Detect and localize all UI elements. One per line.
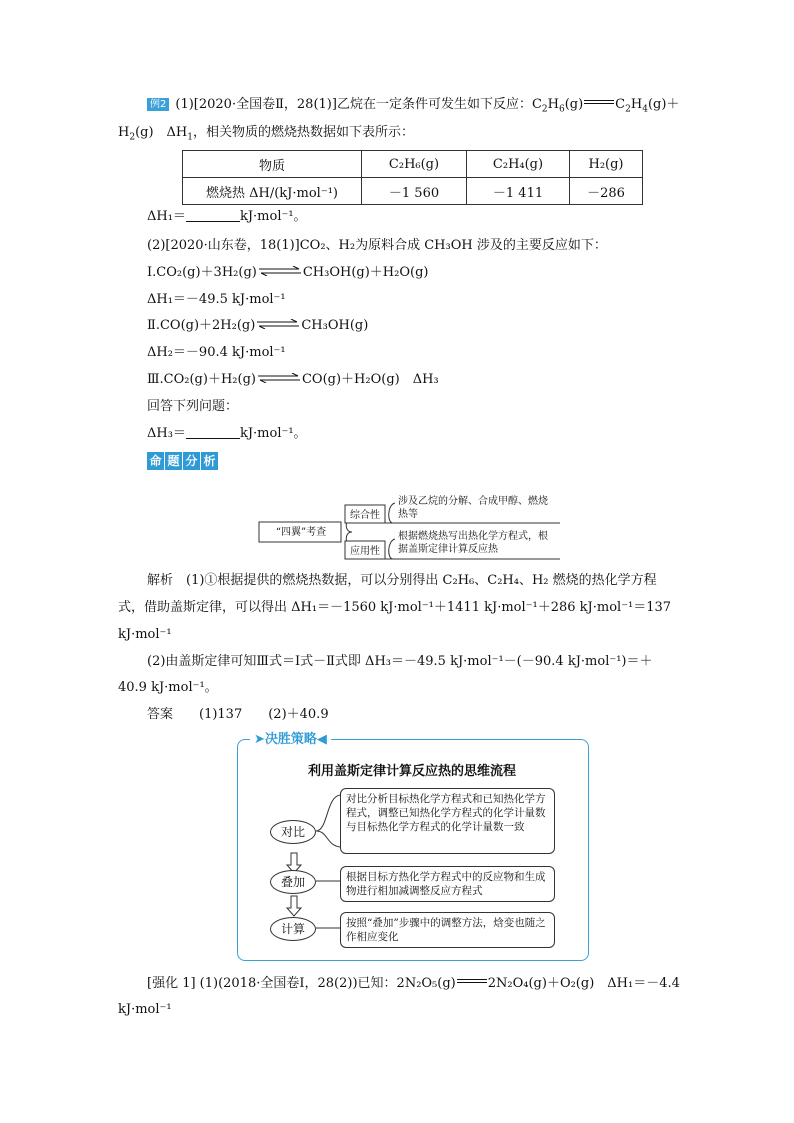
text: (g) ΔH (135, 125, 188, 140)
table-header-cell: H₂(g) (570, 151, 643, 178)
text: 决胜策略 (264, 732, 317, 747)
header-char: 命 (147, 452, 164, 470)
reaction-1 (147, 264, 428, 282)
reaction-2 (147, 317, 368, 335)
sub: 2 (129, 132, 136, 143)
arrow-left-icon: ◀ (316, 732, 327, 747)
text: [强化 1] (1)(2018·全国卷Ⅰ，28(2))已知：2N₂O₅(g) (147, 976, 456, 991)
mindmap-branch-1-text: 涉及乙烷的分解、合成甲醇、燃烧 (398, 496, 548, 507)
solution-line-4: (2)由盖斯定律可知Ⅲ式＝Ⅰ式－Ⅱ式即 ΔH₃＝－49.5 kJ·mol⁻¹－(－90.4 kJ·mol⁻¹)＝＋ (147, 654, 653, 669)
table-header-cell: 物质 (183, 151, 362, 178)
text: Ⅲ.CO₂(g)＋H₂(g) (147, 372, 256, 387)
example-line-1 (147, 96, 679, 119)
solution-line-3: kJ·mol⁻¹ (118, 627, 172, 642)
reaction-2-dh: ΔH₂＝－90.4 kJ·mol⁻¹ (147, 345, 286, 360)
flow-box-add: 根据目标方热化学方程式中的反应物和生成物进行相加减调整反应方程式 (340, 866, 555, 902)
header-char: 题 (165, 452, 182, 470)
text: kJ·mol⁻¹。 (239, 209, 307, 224)
table-header-cell: C₂H₄(g) (467, 151, 570, 178)
text: (1)[2020·全国卷Ⅱ，28(1)]乙烷在一定条件可发生如下反应：C (175, 97, 542, 112)
equilibrium-arrow-icon (257, 319, 299, 329)
answer-blank (186, 209, 240, 222)
text: ΔH₁＝ (147, 209, 186, 224)
sub: 1 (187, 132, 194, 143)
flow-step-add: 叠加 (270, 870, 316, 894)
flow-title: 利用盖斯定律计算反应热的思维流程 (307, 764, 516, 779)
table-row (183, 178, 643, 205)
sub: 4 (642, 104, 648, 115)
example-line-2 (118, 124, 414, 147)
q1-answer-line (147, 208, 307, 226)
flow-step-compare: 对比 (270, 820, 316, 844)
text: CH₃OH(g)＋H₂O(g) (302, 265, 429, 280)
equilibrium-arrow-icon (258, 373, 300, 383)
arrow-right-icon: ➤ (254, 732, 265, 747)
equals-sign (457, 979, 487, 983)
text: CH₃OH(g) (301, 318, 369, 333)
mindmap-branch-2: 应用性 (350, 546, 380, 557)
table-row-label: 燃烧热 ΔH/(kJ·mol⁻¹) (183, 178, 362, 205)
table-cell: －286 (570, 178, 643, 205)
solution-line-1: 解析 (1)①根据提供的燃烧热数据，可以分别得出 C₂H₆、C₂H₄、H₂ 燃烧的热化学方程 (147, 573, 657, 588)
flow-step-calc: 计算 (270, 917, 316, 941)
text: Ⅰ.CO₂(g)＋3H₂(g) (147, 265, 257, 280)
text: H (547, 97, 559, 112)
strategy-title (250, 733, 331, 747)
header-char: 析 (201, 452, 218, 470)
text: Ⅱ.CO(g)＋2H₂(g) (147, 318, 256, 333)
table-cell: －1 560 (362, 178, 467, 205)
reaction-3 (147, 371, 439, 389)
text: (g)＋ (647, 97, 680, 112)
reinforce-line-2: kJ·mol⁻¹ (118, 1002, 172, 1017)
header-char: 分 (183, 452, 200, 470)
flow-box-compare: 对比分析目标热化学方程式和已知热化学方程式，调整已知热化学方程式的化学计量数与目标热化学方程式的化学计量数一致 (340, 788, 555, 854)
text: H (630, 97, 643, 112)
sub: 2 (541, 104, 548, 115)
table-header-cell: C₂H₆(g) (362, 151, 467, 178)
solution-line-2: 式，借助盖斯定律，可以得出 ΔH₁＝－1560 kJ·mol⁻¹＋1411 kJ·mol⁻¹＋286 kJ·mol⁻¹＝137 (118, 600, 672, 615)
reinforce-line-1 (147, 975, 680, 993)
answer-blank (186, 426, 240, 439)
equals-sign (584, 100, 614, 104)
answer-line: 答案 (1)137 (2)＋40.9 (147, 707, 329, 722)
analysis-header (147, 452, 219, 470)
text: (g) (564, 97, 584, 112)
combustion-heat-table (182, 150, 643, 205)
mindmap-branch-1-text: 热等 (398, 509, 418, 520)
sub: 6 (558, 104, 565, 115)
text: ，相关物质的燃烧热数据如下表所示： (193, 125, 415, 140)
text: ΔH₃＝ (147, 426, 186, 441)
table-cell: －1 411 (467, 178, 570, 205)
table-row (183, 151, 643, 178)
sub: 2 (625, 104, 631, 115)
text: C (615, 97, 626, 112)
mindmap-branch-2-text: 根据燃烧热写出热化学方程式，根 (398, 531, 548, 542)
ask-text: 回答下列问题： (147, 399, 239, 414)
q2-answer-line (147, 425, 307, 443)
text: kJ·mol⁻¹。 (239, 426, 307, 441)
mindmap-root: “四翼”考查 (275, 527, 327, 538)
mindmap-branch-2-text: 据盖斯定律计算反应热 (398, 544, 498, 555)
flow-box-calc: 按照“叠加”步骤中的调整方法，焓变也随之作相应变化 (340, 912, 555, 948)
mindmap-branch-1: 综合性 (350, 510, 380, 521)
reaction-1-dh: ΔH₁＝－49.5 kJ·mol⁻¹ (147, 292, 286, 307)
part2-intro: (2)[2020·山东卷，18(1)]CO₂、H₂为原料合成 CH₃OH 涉及的主要反应如下： (147, 238, 607, 253)
text: 2N₂O₄(g)＋O₂(g) ΔH₁＝－4.4 (487, 976, 680, 991)
equilibrium-arrow-icon (259, 266, 301, 276)
example-tag: 例2 (147, 98, 169, 111)
solution-line-5: 40.9 kJ·mol⁻¹。 (118, 680, 218, 695)
text: CO(g)＋H₂O(g) ΔH₃ (301, 372, 439, 387)
text: H (118, 125, 130, 140)
